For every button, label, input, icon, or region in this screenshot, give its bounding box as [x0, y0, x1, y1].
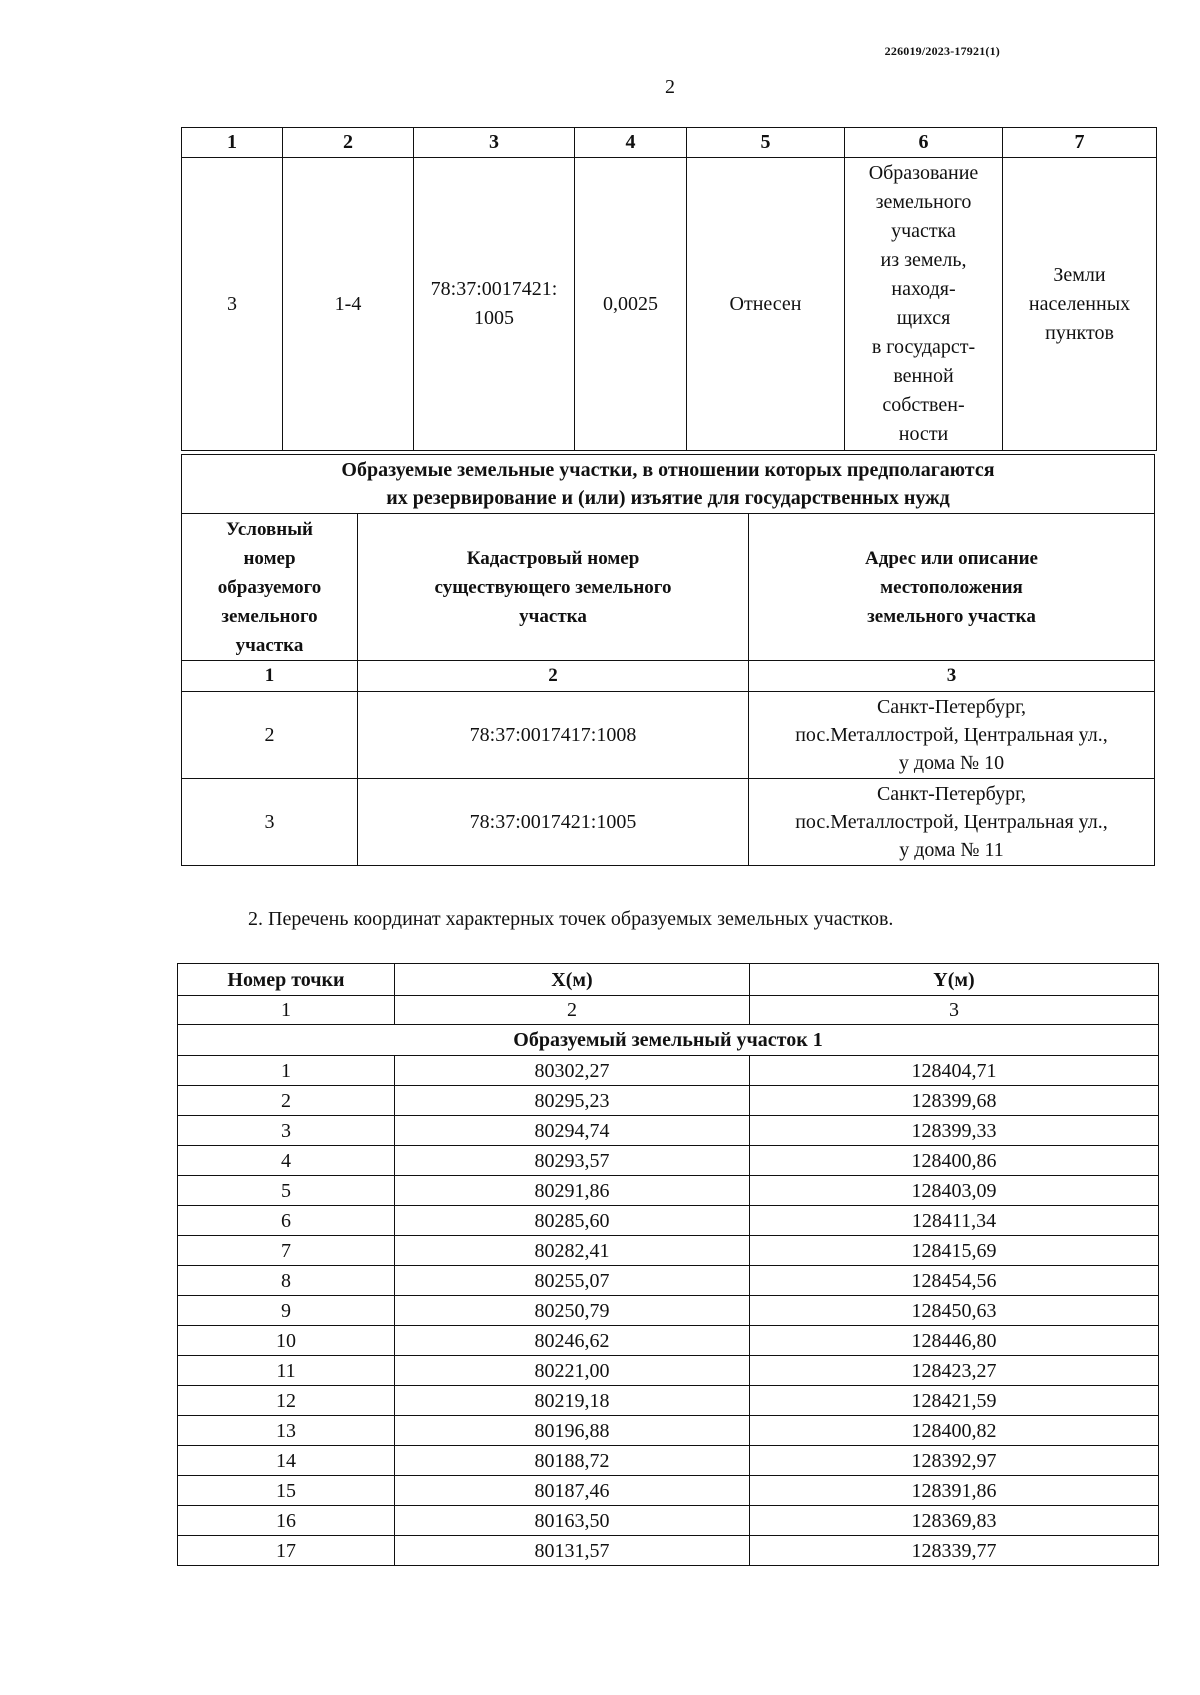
- y-coordinate-cell: 128403,09: [750, 1176, 1159, 1206]
- y-coordinate-cell: 128339,77: [750, 1536, 1159, 1566]
- section-heading: 2. Перечень координат характерных точек образуемых земельных участков.: [248, 908, 894, 930]
- point-number-cell: 3: [178, 1116, 395, 1146]
- coordinates-table: [177, 963, 1159, 1566]
- table-cell: 78:37:0017417:1008: [358, 692, 749, 779]
- column-number: 1: [178, 996, 395, 1025]
- table-row: [178, 1116, 1159, 1146]
- table-cell: 78:37:0017421:1005: [358, 779, 749, 866]
- point-number-cell: 8: [178, 1266, 395, 1296]
- point-number-cell: 10: [178, 1326, 395, 1356]
- point-number-cell: 4: [178, 1146, 395, 1176]
- table-row: [182, 692, 1155, 779]
- table-title: Образуемые земельные участки, в отношении которых предполагаются их резервирование и (или) изъятие для государственных нужд: [182, 455, 1155, 514]
- table-row: [178, 1356, 1159, 1386]
- point-number-cell: 17: [178, 1536, 395, 1566]
- table-row: [178, 1386, 1159, 1416]
- point-number-cell: 5: [178, 1176, 395, 1206]
- table-row: [178, 1506, 1159, 1536]
- y-coordinate-cell: 128399,33: [750, 1116, 1159, 1146]
- point-number-cell: 15: [178, 1476, 395, 1506]
- x-coordinate-cell: 80221,00: [395, 1356, 750, 1386]
- column-number: 4: [575, 128, 687, 158]
- column-number-row: [178, 996, 1159, 1025]
- x-coordinate-cell: 80187,46: [395, 1476, 750, 1506]
- y-coordinate-cell: 128369,83: [750, 1506, 1159, 1536]
- table-cell: 2: [182, 692, 358, 779]
- table-row: [178, 1146, 1159, 1176]
- column-header: Условный номер образуемого земельного участка: [182, 514, 358, 661]
- column-header: X(м): [395, 964, 750, 996]
- table-row: [178, 1056, 1159, 1086]
- x-coordinate-cell: 80291,86: [395, 1176, 750, 1206]
- section-title: Образуемый земельный участок 1: [178, 1025, 1159, 1056]
- table-row: [178, 1176, 1159, 1206]
- table-row: [178, 1266, 1159, 1296]
- page-number: 2: [665, 76, 675, 98]
- x-coordinate-cell: 80188,72: [395, 1446, 750, 1476]
- column-number-row: [182, 661, 1155, 692]
- x-coordinate-cell: 80295,23: [395, 1086, 750, 1116]
- point-number-cell: 9: [178, 1296, 395, 1326]
- table-row: [182, 779, 1155, 866]
- y-coordinate-cell: 128421,59: [750, 1386, 1159, 1416]
- status-cell: Отнесен: [687, 158, 845, 451]
- column-number: 3: [750, 996, 1159, 1025]
- y-coordinate-cell: 128392,97: [750, 1446, 1159, 1476]
- column-number: 3: [414, 128, 575, 158]
- column-number: 7: [1003, 128, 1157, 158]
- table-row: [178, 1296, 1159, 1326]
- x-coordinate-cell: 80294,74: [395, 1116, 750, 1146]
- header-row: [178, 964, 1159, 996]
- y-coordinate-cell: 128399,68: [750, 1086, 1159, 1116]
- y-coordinate-cell: 128400,86: [750, 1146, 1159, 1176]
- table-cell: 3: [182, 158, 283, 451]
- x-coordinate-cell: 80163,50: [395, 1506, 750, 1536]
- table-row: [178, 1476, 1159, 1506]
- column-header: Y(м): [750, 964, 1159, 996]
- column-header: Номер точки: [178, 964, 395, 996]
- point-number-cell: 12: [178, 1386, 395, 1416]
- column-number: 5: [687, 128, 845, 158]
- table-row: [178, 1416, 1159, 1446]
- y-coordinate-cell: 128450,63: [750, 1296, 1159, 1326]
- y-coordinate-cell: 128454,56: [750, 1266, 1159, 1296]
- table-row: [178, 1446, 1159, 1476]
- land-category-cell: Земли населенных пунктов: [1003, 158, 1157, 451]
- table-row: [178, 1236, 1159, 1266]
- point-number-cell: 14: [178, 1446, 395, 1476]
- point-number-cell: 2: [178, 1086, 395, 1116]
- table-title-row: [182, 455, 1155, 514]
- column-number: 2: [395, 996, 750, 1025]
- document-id: 226019/2023-17921(1): [884, 44, 1000, 58]
- x-coordinate-cell: 80250,79: [395, 1296, 750, 1326]
- table-cell: Санкт-Петербург, пос.Металлострой, Центральная ул., у дома № 11: [749, 779, 1155, 866]
- table-row: [182, 158, 1157, 451]
- reservation-table: [181, 454, 1155, 866]
- column-number: 2: [358, 661, 749, 692]
- table-cell: 3: [182, 779, 358, 866]
- column-number: 3: [749, 661, 1155, 692]
- coordinates-body: [178, 1056, 1159, 1566]
- point-number-cell: 6: [178, 1206, 395, 1236]
- column-number: 1: [182, 661, 358, 692]
- table-cell: 1-4: [283, 158, 414, 451]
- column-header: Адрес или описание местоположения земельного участка: [749, 514, 1155, 661]
- section-title-row: [178, 1025, 1159, 1056]
- table-row: [178, 1326, 1159, 1356]
- point-number-cell: 16: [178, 1506, 395, 1536]
- table-row: [178, 1536, 1159, 1566]
- cadastral-number-cell: 78:37:0017421: 1005: [414, 158, 575, 451]
- y-coordinate-cell: 128400,82: [750, 1416, 1159, 1446]
- column-number: 2: [283, 128, 414, 158]
- column-header: Кадастровый номер существующего земельного участка: [358, 514, 749, 661]
- area-cell: 0,0025: [575, 158, 687, 451]
- formation-method-cell: Образование земельного участка из земель, находя- щихся в государст- венной собствен- ности: [845, 158, 1003, 451]
- table-row: [178, 1086, 1159, 1116]
- x-coordinate-cell: 80246,62: [395, 1326, 750, 1356]
- point-number-cell: 13: [178, 1416, 395, 1446]
- x-coordinate-cell: 80302,27: [395, 1056, 750, 1086]
- y-coordinate-cell: 128423,27: [750, 1356, 1159, 1386]
- x-coordinate-cell: 80285,60: [395, 1206, 750, 1236]
- y-coordinate-cell: 128404,71: [750, 1056, 1159, 1086]
- point-number-cell: 11: [178, 1356, 395, 1386]
- table-row: [178, 1206, 1159, 1236]
- y-coordinate-cell: 128411,34: [750, 1206, 1159, 1236]
- point-number-cell: 1: [178, 1056, 395, 1086]
- header-row: [182, 514, 1155, 661]
- y-coordinate-cell: 128415,69: [750, 1236, 1159, 1266]
- table-cell: Санкт-Петербург, пос.Металлострой, Центральная ул., у дома № 10: [749, 692, 1155, 779]
- column-number-row: [182, 128, 1157, 158]
- column-number: 6: [845, 128, 1003, 158]
- y-coordinate-cell: 128391,86: [750, 1476, 1159, 1506]
- x-coordinate-cell: 80293,57: [395, 1146, 750, 1176]
- y-coordinate-cell: 128446,80: [750, 1326, 1159, 1356]
- allotment-table: [181, 127, 1157, 451]
- column-number: 1: [182, 128, 283, 158]
- point-number-cell: 7: [178, 1236, 395, 1266]
- x-coordinate-cell: 80219,18: [395, 1386, 750, 1416]
- x-coordinate-cell: 80131,57: [395, 1536, 750, 1566]
- x-coordinate-cell: 80282,41: [395, 1236, 750, 1266]
- x-coordinate-cell: 80255,07: [395, 1266, 750, 1296]
- x-coordinate-cell: 80196,88: [395, 1416, 750, 1446]
